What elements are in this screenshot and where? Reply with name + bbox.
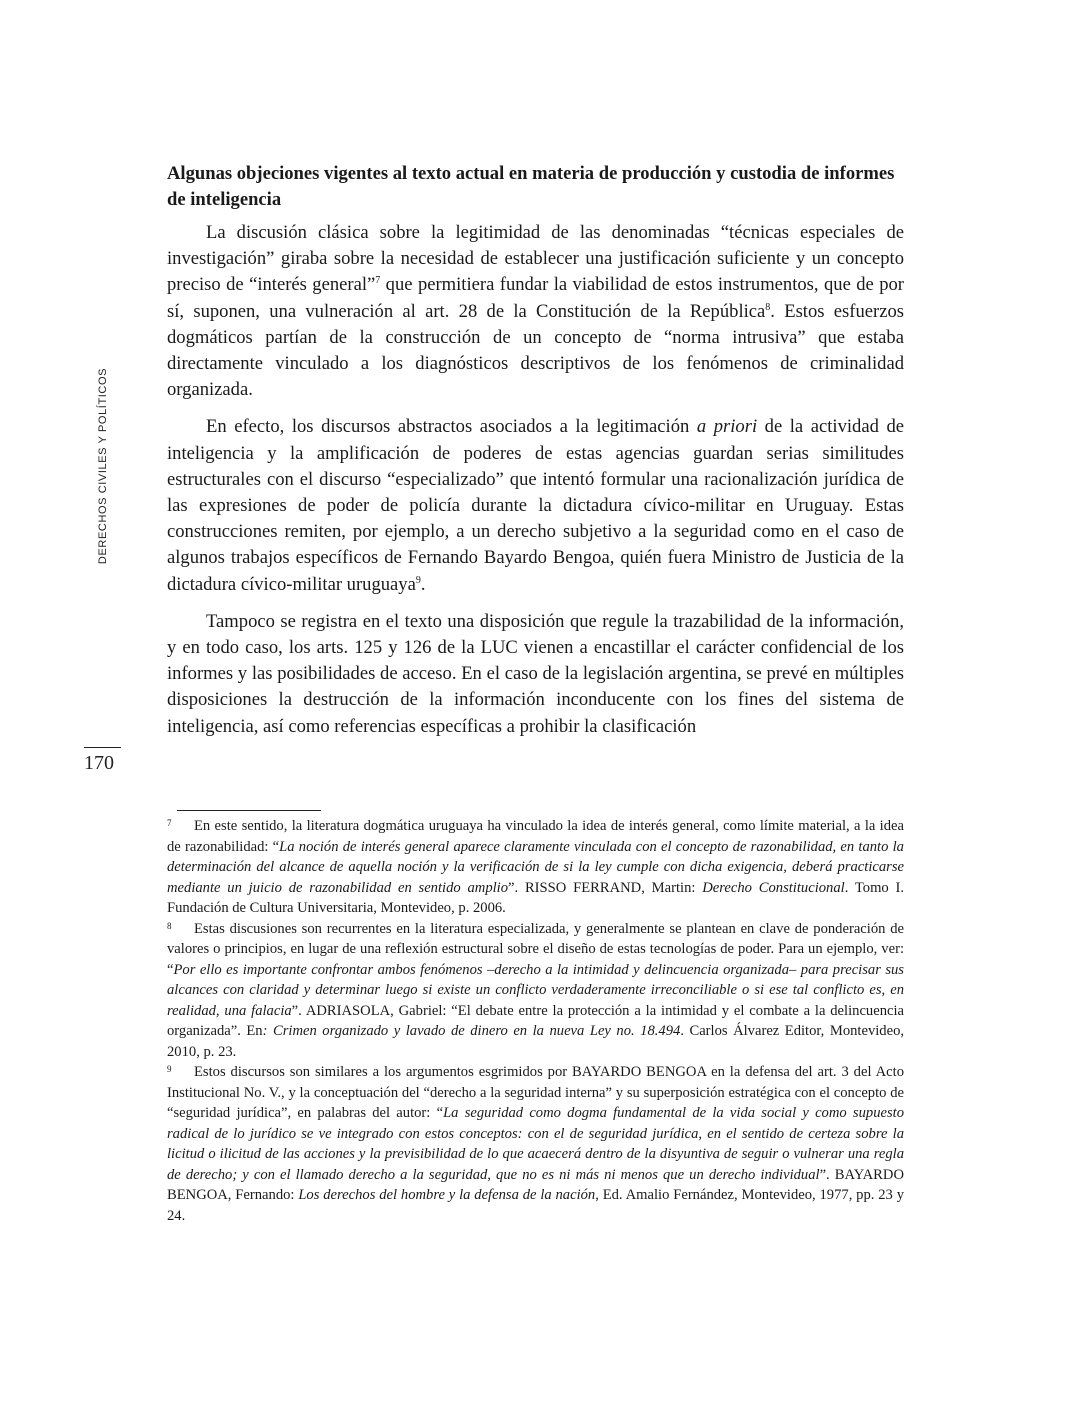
paragraph-2-text-a: En efecto, los discursos abstractos asociados a la legitimación — [206, 416, 697, 438]
paragraph-1-text-c: . Estos esfuerzos dogmáticos partían de la construcción de un concepto de “norma intrusiva” que estaba directamente vinculado a los diagnósticos descriptivos de los fenómenos de criminalidad organizada. — [167, 300, 904, 401]
footnote-ref-9[interactable]: 9 — [415, 574, 421, 586]
footnote-ref-7[interactable]: 7 — [375, 275, 381, 287]
paragraph-3: Tampoco se registra en el texto una disposición que regule la trazabilidad de la información, y en todo caso, los arts. 125 y 126 de la LUC vienen a encastillar el carácter confidencial de los informes y las posibilidades de acceso. En el caso de la legislación argentina, se prevé en múltiples disposiciones la destrucción de la información inconducente con los fines del sistema de inteligencia, así como referencias específicas a prohibir la clasificación — [167, 610, 904, 737]
footnote-9-book-title: Los derechos del hombre y la defensa de la nación — [298, 1187, 596, 1203]
footnote-9-text-a: Estos discursos son similares a los argumentos esgrimidos por BAYARDO BENGOA en la defensa del art. 3 del Acto Institucional No. V., y la conceptuación del “derecho a la seguridad interna” y su superposición estratégica con el concepto de “seguridad jurídica”, en palabras del autor: “ — [167, 1064, 904, 1121]
footnote-7-text-c: . Tomo I. Fundación de Cultura Universitaria, Montevideo, p. 2006. — [167, 879, 905, 916]
footnote-8-text-b: ”. ADRIASOLA, Gabriel: “El debate entre la protección a la intimidad y el combate a la delincuencia organizada”. En — [167, 1002, 905, 1039]
footnote-9 — [167, 1062, 904, 1226]
paragraph-1 — [167, 220, 904, 403]
paragraph-2-text-c: . — [420, 573, 426, 595]
footnote-8-text-a: Estas discusiones son recurrentes en la literatura especializada, y generalmente se plantean en clave de ponderación de valores o principios, en lugar de una reflexión estructural sobre el diseño de estas tecnologías de poder. Para un ejemplo, ver: “ — [167, 920, 904, 978]
footnote-9-text-b: ”. BAYARDO BENGOA, Fernando: — [167, 1166, 904, 1203]
paragraph-1-text-b: que permitiera fundar la viabilidad de estos instrumentos, que de por sí, suponen, una vulneración al art. 28 de la Constitución de la República — [167, 274, 904, 322]
page-number-rule — [84, 747, 121, 748]
paragraph-2-text-b: de la actividad de inteligencia y la amplificación de poderes de estas agencias guardan serias similitudes estructurales con el discurso “especializado” que intentó formular una racionalización jurídica de las expresiones de poder de policía durante la dictadura cívico-militar en Uruguay. Estas construcciones remiten, por ejemplo, a un derecho subjetivo a la seguridad como en el caso de algunos trabajos específicos de Fernando Bayardo Bengoa, quién fuera Ministro de Justicia de la dictadura cívico-militar uruguaya — [167, 416, 904, 595]
section-heading: Algunas objeciones vigentes al texto actual en materia de producción y custodia de informes de inteligencia — [167, 163, 895, 210]
running-section-label: DERECHOS CIVILES Y POLÍTICOS — [97, 367, 109, 565]
footnote-8-number: 8 — [167, 920, 172, 931]
footnote-8-book-title: : Crimen organizado y lavado de dinero en la nueva Ley no. 18.494 — [262, 1023, 681, 1039]
footnote-7-text-b: ”. RISSO FERRAND, Martin: — [508, 879, 703, 896]
footnote-ref-8[interactable]: 8 — [765, 301, 771, 313]
footnote-9-number: 9 — [167, 1064, 172, 1074]
main-text — [167, 161, 904, 751]
paragraph-1-text-a: La discusión clásica sobre la legitimidad de las denominadas “técnicas especiales de investigación” giraba sobre la necesidad de establecer una justificación suficiente y un concepto preciso de “interés general” — [167, 222, 904, 296]
footnotes — [167, 816, 904, 1226]
footnote-9-text-c: , Ed. Amalio Fernández, Montevideo, 1977, pp. 23 y 24. — [167, 1187, 904, 1224]
page-number: 170 — [84, 752, 114, 774]
footnote-8 — [167, 919, 904, 1063]
footnote-7-quote: La noción de interés general aparece claramente vinculada con el concepto de razonabilidad, en tanto la determinación del alcance de aquella noción y la verificación de si la ley cumple con dicha exigencia, deberá practicarse mediante un juicio de razonabilidad en sentido amplio — [167, 838, 904, 896]
paragraph-2-italic: a priori — [696, 416, 758, 438]
footnote-7-number: 7 — [167, 818, 172, 828]
footnote-8-quote: Por ello es importante confrontar ambos fenómenos –derecho a la intimidad y delincuencia organizada– para precisar sus alcances con claridad y determinar luego si existe un conflicto verdaderamente irreconciliable o si ese tal conflicto es, en realidad, una falacia — [167, 961, 904, 1019]
footnote-9-quote: La seguridad como dogma fundamental de la vida social y como supuesto radical de lo jurídico se ve integrado con estos conceptos: con el de seguridad jurídica, en el sentido de certeza sobre la licitud o ilicitud de las acciones y la previsibilidad de lo que acaecerá dentro de la disyuntiva de seguir o vulnerar una regla de derecho; y con el llamado derecho a la seguridad, que no es ni más ni menos que un derecho individual — [167, 1105, 904, 1183]
footnote-8-text-c: . Carlos Álvarez Editor, Montevideo, 2010, p. 23. — [167, 1023, 905, 1060]
footnote-7 — [167, 816, 904, 919]
footnote-7-book-title: Derecho Constitucional — [702, 879, 845, 896]
paragraph-2 — [167, 414, 904, 597]
footnote-7-text-a: En este sentido, la literatura dogmática uruguaya ha vinculado la idea de interés general, como límite material, a la idea de razonabilidad: “ — [167, 818, 904, 855]
footnote-separator — [177, 810, 321, 811]
